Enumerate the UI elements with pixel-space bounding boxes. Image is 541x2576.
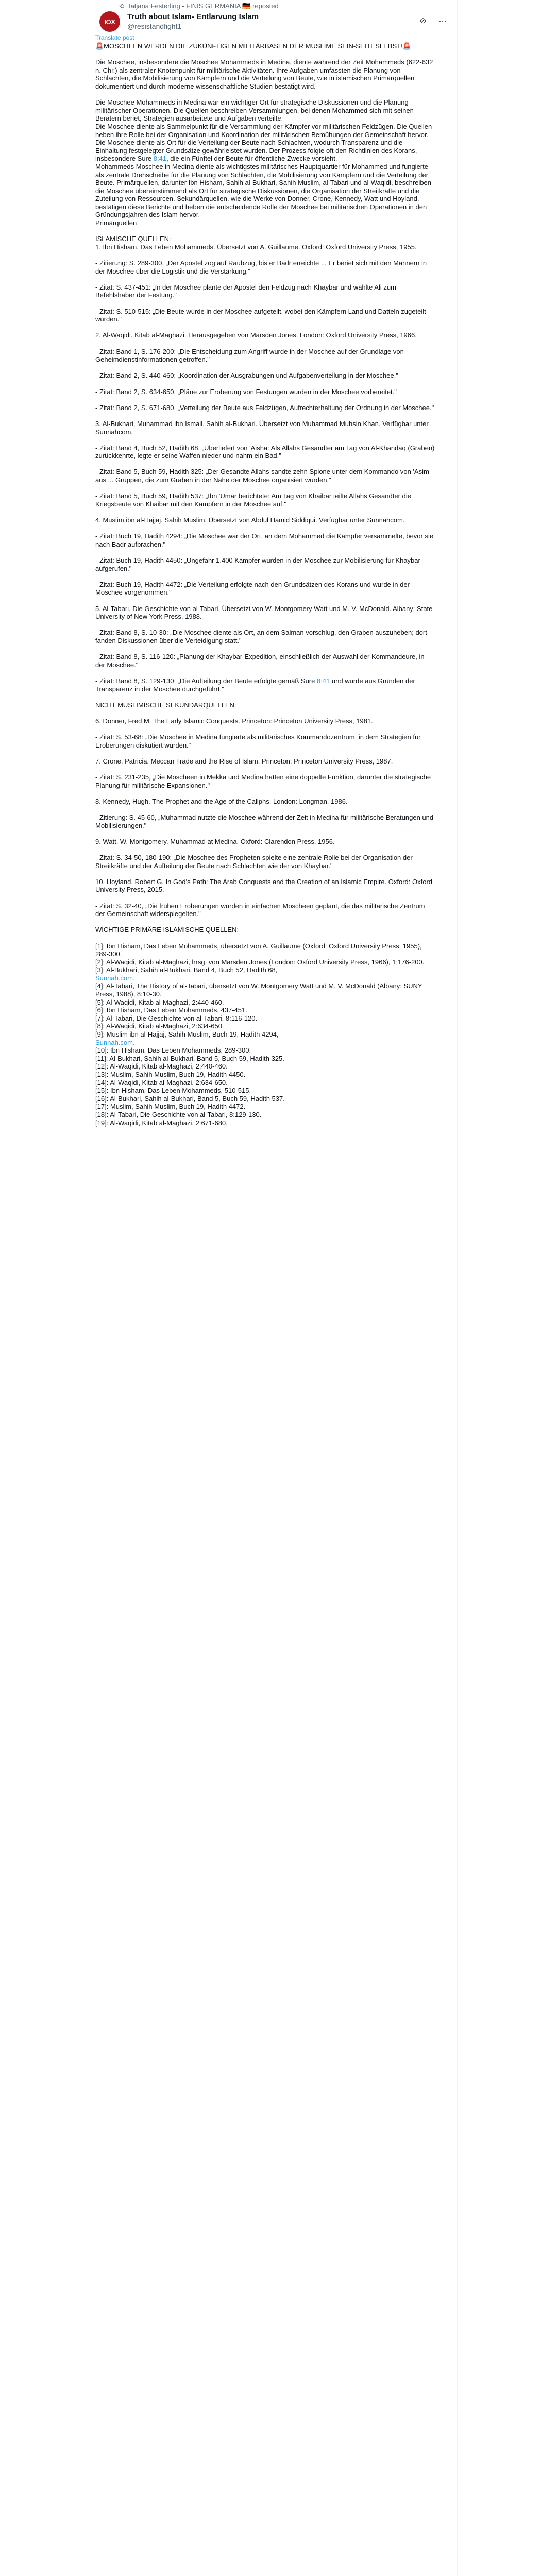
blank-line [95, 669, 435, 677]
text-line: [9]: Muslim ibn al-Hajjaj, Sahih Muslim, Buch 19, Hadith 4294, [95, 1030, 279, 1039]
text-line: - Zitat: Buch 19, Hadith 4294: „Die Moschee war der Ort, an dem Mohammed die Kämpfer versammelte, bevor sie nach Badr aufbrachen." [95, 532, 435, 548]
avatar[interactable]: IOX [99, 11, 120, 32]
text-line: Die Moschee Mohammeds in Medina war ein wichtiger Ort für strategische Diskussionen und die Planung militärischer Operationen. Die Quellen beschreiben Versammlungen, bei denen Mohammed sich mit seinen Beratern beriet, Strategien ausarbeitete und Aufgaben verteilte. [95, 98, 416, 123]
text-line: [8]: Al-Waqidi, Kitab al-Maghazi, 2:634-650. [95, 1022, 224, 1030]
blank-line [95, 894, 435, 902]
translate-post-link[interactable]: Translate post [95, 34, 134, 41]
post-card[interactable] [87, 0, 458, 2576]
text-line: [11]: Al-Bukhari, Sahih al-Bukhari, Band 5, Buch 59, Hadith 325. [95, 1054, 284, 1062]
blank-line [95, 524, 435, 533]
text-line: [6]: Ibn Hisham, Das Leben Mohammeds, 437-451. [95, 1006, 247, 1014]
text-line: 5. Al-Tabari. Die Geschichte von al-Tabari. Übersetzt von W. Montgomery Watt und M. V. McDonald. Albany: State University of New York Press, 1988. [95, 604, 435, 621]
blank-line [95, 275, 435, 283]
text-line: Mohammeds Moschee in Medina diente als wichtigstes militärisches Hauptquartier für Mohammed und fungierte als zentrale Drehscheibe für die Planung von Schlachten, die Mobilisierung von Kämpfern und die Verteilung der Beute. Primärquellen, darunter Ibn Hisham, Sahih al-Bukhari, Sahih Muslim, al-Tabari und al-Waqidi, beschreiben die Moschee übereinstimmend als Ort für strategische Diskussionen, die Organisation der Streitkräfte und die Zuteilung von Ressourcen. Sekundärquellen, wie die Werke von Donner, Crone, Kennedy, Watt und Hoyland, bestätigen diese Berichte und heben die entscheidende Rolle der Moschee bei militärischen Operationen in den Gründungsjahren des Islam hervor. [95, 162, 433, 219]
text-line: [16]: Al-Bukhari, Sahih al-Bukhari, Band 5, Buch 59, Hadith 537. [95, 1094, 285, 1103]
text-line [95, 1039, 435, 1047]
blank-line [95, 460, 435, 468]
blank-line [95, 829, 435, 838]
more-options-icon[interactable]: ··· [438, 16, 447, 25]
blank-line [95, 380, 435, 388]
blank-line [95, 484, 435, 493]
blank-line [95, 934, 435, 942]
text-line: Primärquellen [95, 219, 137, 227]
author-block[interactable] [127, 12, 259, 31]
text-line: WICHTIGE PRIMÄRE ISLAMISCHE QUELLEN: [95, 926, 239, 934]
text-line: Die Moschee, insbesondere die Moschee Mohammeds in Medina, diente während der Zeit Mohammeds (622-632 n. Chr.) als zentraler Knotenpunkt für militärische Aktivitäten. Ihre Aufgaben umfassten die Planung von Schlachten, die Mobilisierung von Kämpfern und die Verteilung von Beute, wie in islamischen Primärquellen dokumentiert und durch moderne wissenschaftliche Studien bestätigt wird. [95, 58, 435, 90]
blank-line [95, 299, 435, 308]
text-segment: , die ein Fünftel der Beute für öffentliche Zwecke vorsieht. [166, 155, 337, 163]
blank-line [95, 412, 435, 420]
text-line: 6. Donner, Fred M. The Early Islamic Conquests. Princeton: Princeton University Press, 1981. [95, 717, 373, 725]
text-line: - Zitierung: S. 45-60, „Muhammad nutzte die Moschee während der Zeit in Medina für militärische Beratungen und Mobilisierungen." [95, 814, 435, 829]
blank-line [95, 364, 435, 372]
post-text [95, 42, 435, 1127]
text-line: - Zitat: S. 32-40, „Die frühen Eroberungen wurden in einfachen Moscheen geplant, die das militärische Zentrum der Gemeinschaft widerspiegelten." [95, 902, 427, 918]
author-handle[interactable]: @resistandfight1 [127, 22, 182, 30]
header-actions [416, 14, 450, 27]
grok-icon[interactable]: ⊘ [419, 16, 427, 25]
blank-line [95, 597, 435, 605]
text-line: 7. Crone, Patricia. Meccan Trade and the Rise of Islam. Princeton: Princeton University Press, 1987. [95, 757, 393, 765]
blank-line [95, 572, 435, 581]
sura-link[interactable]: 8:41 [153, 155, 167, 163]
text-line: ISLAMISCHE QUELLEN: [95, 235, 171, 243]
blank-line [95, 508, 435, 516]
text-line: - Zitat: S. 510-515: „Die Beute wurde in der Moschee aufgeteilt, wobei den Kämpfern Land und Datteln zugeteilt wurden." [95, 307, 428, 324]
repost-icon: ⟲ [119, 3, 125, 10]
text-line: [13]: Muslim, Sahih Muslim, Buch 19, Hadith 4450. [95, 1071, 246, 1078]
text-line: [17]: Muslim, Sahih Muslim, Buch 19, Hadith 4472. [95, 1103, 246, 1111]
text-line: [19]: Al-Waqidi, Kitab al-Maghazi, 2:671-680. [95, 1118, 228, 1127]
blank-line [95, 870, 435, 878]
blank-line [95, 805, 435, 814]
text-line [95, 974, 435, 982]
text-line: 4. Muslim ibn al-Hajjaj. Sahih Muslim. Übersetzt von Abdul Hamid Siddiqui. Verfügbar unter Sunnahcom. [95, 516, 405, 524]
text-line: - Zitat: Buch 19, Hadith 4472: „Die Verteilung erfolgte nach den Grundsätzen des Korans und wurde in der Moschee vorgenommen." [95, 580, 412, 597]
text-line: - Zitierung: S. 289-300, „Der Apostel zog auf Raubzug, bis er Badr erreichte ... Er beriet sich mit den Männern in der Moschee über die Logistik und die Verstärkung." [95, 259, 429, 275]
text-line: [1]: Ibn Hisham, Das Leben Mohammeds, übersetzt von A. Guillaume (Oxford: Oxford University Press, 1955), 289-300. [95, 942, 424, 958]
blank-line [95, 693, 435, 701]
text-segment: - Zitat: Band 8, S. 129-130: „Die Aufteilung der Beute erfolgte gemäß Sure [95, 676, 317, 685]
text-line: 3. Al-Bukhari, Muhammad ibn Ismail. Sahih al-Bukhari. Übersetzt von Muhammad Muhsin Khan. Verfügbar unter Sunnahcom. [95, 419, 431, 436]
blank-line [95, 548, 435, 556]
text-segment: Die Moschee diente als Ort für die Verteilung der Beute nach Schlachten, wodurch Transparenz und die Einhaltung festgelegter Grundsätze gewährleistet wurden. Der Prozess folgte oft den Richtlinien des Korans, insbesondere Sure [95, 139, 419, 163]
repost-text: Tatjana Festerling - FINIS GERMANIA 🇩🇪 reposted [127, 2, 279, 10]
text-line: - Zitat: Band 5, Buch 59, Hadith 537: „Ibn 'Umar berichtete: Am Tag von Khaibar teilte Allahs Gesandter die Kriegsbeute von Khaibar mit den Kämpfern in der Moschee auf." [95, 492, 413, 508]
text-line: - Zitat: S. 53-68: „Die Moschee in Medina fungierte als militärisches Kommandozentrum, in dem Strategien für Eroberungen diskutiert wurden." [95, 733, 423, 749]
blank-line [95, 227, 435, 235]
text-line: [5]: Al-Waqidi, Kitab al-Maghazi, 2:440-460. [95, 998, 224, 1006]
text-line: [15]: Ibn Hisham, Das Leben Mohammeds, 510-515. [95, 1087, 251, 1095]
text-line: NICHT MUSLIMISCHE SEKUNDARQUELLEN: [95, 701, 236, 709]
text-line: - Zitat: Band 5, Buch 59, Hadith 325: „Der Gesandte Allahs sandte zehn Spione unter dem Kommando von 'Asim aus ... Gruppen, die zum Graben in der Nähe der Moschee organisiert wurden." [95, 468, 431, 484]
text-line: 9. Watt, W. Montgomery. Muhammad at Medina. Oxford: Clarendon Press, 1956. [95, 837, 335, 845]
text-segment: und wurde aus Gründen der Transparenz in der Moschee durchgeführt." [95, 676, 417, 693]
text-line: [14]: Al-Waqidi, Kitab al-Maghazi, 2:634-650. [95, 1078, 228, 1087]
blank-line [95, 396, 435, 404]
blank-line [95, 749, 435, 757]
blank-line [95, 436, 435, 444]
text-line: - Zitat: Band 8, S. 10-30: „Die Moschee diente als Ort, an dem Salman vorschlug, den Graben auszuheben; dort fanden Diskussionen über die Verteidigung statt." [95, 629, 429, 645]
blank-line [95, 645, 435, 653]
blank-line [95, 251, 435, 259]
text-line: 2. Al-Waqidi. Kitab al-Maghazi. Herausgegeben von Marsden Jones. London: Oxford University Press, 1966. [95, 331, 417, 340]
text-line: - Zitat: S. 231-235, „Die Moscheen in Mekka und Medina hatten eine doppelte Funktion, darunter die strategische Planung für militärische Expansionen." [95, 773, 433, 789]
text-line: 8. Kennedy, Hugh. The Prophet and the Age of the Caliphs. London: Longman, 1986. [95, 797, 348, 805]
text-line: 1. Ibn Hisham. Das Leben Mohammeds. Übersetzt von A. Guillaume. Oxford: Oxford University Press, 1955. [95, 243, 417, 251]
text-line: - Zitat: Buch 19, Hadith 4450: „Ungefähr 1.400 Kämpfer wurden in der Moschee zur Mobilisierung für Khaybar aufgerufen." [95, 556, 422, 572]
text-line: 🚨MOSCHEEN WERDEN DIE ZUKÜNFTIGEN MILITÄRBASEN DER MUSLIME SEIN-SEHT SELBST!🚨 [95, 42, 411, 50]
blank-line [95, 709, 435, 717]
blank-line [95, 789, 435, 798]
text-line: [3]: Al-Bukhari, Sahih al-Bukhari, Band 4, Buch 52, Hadith 68, [95, 966, 278, 974]
text-line: - Zitat: Band 1, S. 176-200: „Die Entscheidung zum Angriff wurde in der Moschee auf der Grundlage von Geheimdienstinformationen getroffen." [95, 347, 406, 364]
blank-line [95, 918, 435, 926]
text-line: [7]: Al-Tabari, Die Geschichte von al-Tabari, 8:116-120. [95, 1014, 258, 1022]
text-line: - Zitat: Band 4, Buch 52, Hadith 68, „Überliefert von 'Aisha: Als Allahs Gesandter am Tag von Al-Khandaq (Graben) zurückkehrte, legte er seine Waffen nieder und nahm ein Bad." [95, 444, 437, 460]
blank-line [95, 50, 435, 59]
text-line: [10]: Ibn Hisham, Das Leben Mohammeds, 289-300. [95, 1046, 251, 1055]
blank-line [95, 91, 435, 99]
text-line: - Zitat: Band 2, S. 671-680, „Verteilung der Beute aus Feldzügen, Aufrechterhaltung der Ordnung in der Moschee." [95, 403, 434, 412]
text-line: - Zitat: Band 8, S. 116-120: „Planung der Khaybar-Expedition, einschließlich der Auswahl der Kommandeure, in der Moschee." [95, 653, 427, 669]
text-line: 10. Hoyland, Robert G. In God's Path: The Arab Conquests and the Creation of an Islamic Empire. Oxford: Oxford University Press, 2015. [95, 877, 434, 894]
text-line: [12]: Al-Waqidi, Kitab al-Maghazi, 2:440-460. [95, 1062, 228, 1071]
text-line: - Zitat: S. 437-451: „In der Moschee plante der Apostel den Feldzug nach Khaybar und wählte Ali zum Befehlshaber der Festung." [95, 283, 398, 299]
sura-link[interactable]: 8:41 [316, 676, 330, 685]
text-line: - Zitat: Band 2, S. 634-650, „Pläne zur Eroberung von Festungen wurden in der Moschee vorbereitet." [95, 387, 397, 396]
text-line [95, 139, 435, 163]
text-line: [2]: Al-Waqidi, Kitab al-Maghazi, hrsg. von Marsden Jones (London: Oxford University Press, 1966), 1:176-200. [95, 958, 425, 966]
blank-line [95, 340, 435, 348]
blank-line [95, 845, 435, 854]
blank-line [95, 324, 435, 332]
text-line: [18]: Al-Tabari, Die Geschichte von al-Tabari, 8:129-130. [95, 1110, 262, 1118]
sunnah-link[interactable]: Sunnah.com. [95, 1038, 135, 1046]
blank-line [95, 725, 435, 733]
repost-indicator[interactable] [119, 2, 279, 10]
text-line: [4]: Al-Tabari, The History of al-Tabari, übersetzt von W. Montgomery Watt und M. V. McDonald (Albany: SUNY Press, 1988), 8:10-30. [95, 982, 424, 998]
text-line: Die Moschee diente als Sammelpunkt für die Versammlung der Kämpfer vor militärischen Feldzügen. Die Quellen heben ihre Rolle bei der Organisation und Koordination der militärischen Bemühungen der Gemeinschaft hervor. [95, 122, 434, 139]
sunnah-link[interactable]: Sunnah.com. [95, 974, 135, 982]
text-line [95, 677, 435, 693]
blank-line [95, 765, 435, 773]
blank-line [95, 621, 435, 629]
text-line: - Zitat: Band 2, S. 440-460: „Koordination der Ausgrabungen und Aufgabenverteilung in der Moschee." [95, 371, 398, 380]
text-line: - Zitat: S. 34-50, 180-190: „Die Moschee des Propheten spielte eine zentrale Rolle bei der Organisation der Streitkräfte und der Aufteilung der Beute nach Schlachten wie der von Khaybar." [95, 853, 415, 870]
post-header [95, 11, 450, 42]
author-name[interactable]: Truth about Islam- Entlarvung Islam [127, 12, 259, 21]
